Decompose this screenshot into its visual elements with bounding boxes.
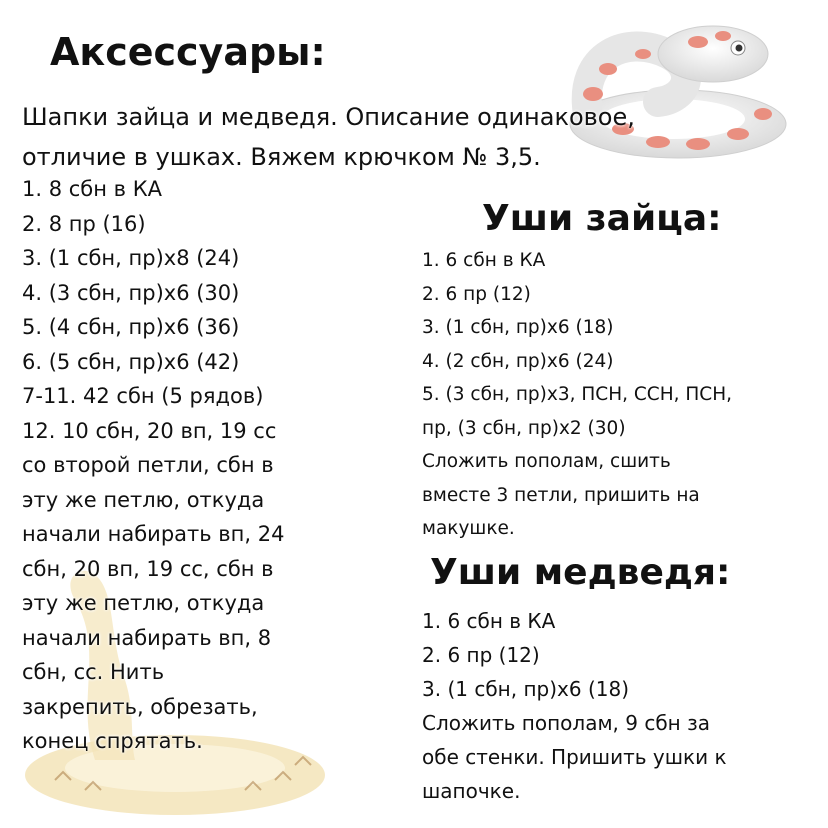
page-title: Аксессуары: — [50, 30, 326, 74]
hare-step: макушке. — [422, 518, 515, 539]
hare-step: Сложить пополам, сшить — [422, 451, 671, 472]
hat-step: 3. (1 сбн, пр)х8 (24) — [22, 246, 240, 270]
hare-step: 5. (3 сбн, пр)х3, ПСН, ССН, ПСН, — [422, 384, 733, 405]
hare-step: 4. (2 сбн, пр)х6 (24) — [422, 350, 614, 372]
hat-step: сбн, 20 вп, 19 сс, сбн в — [22, 556, 274, 581]
hat-step: 12. 10 сбн, 20 вп, 19 сс — [22, 418, 277, 443]
bear-ears-instructions — [422, 604, 812, 808]
hat-step: 1. 8 сбн в КА — [22, 177, 162, 201]
intro-line: отличие в ушках. Вяжем крючком № 3,5. — [22, 143, 541, 171]
bear-step: обе стенки. Пришить ушки к — [422, 745, 727, 769]
hat-step: эту же петлю, откуда — [22, 591, 265, 615]
hat-step: эту же петлю, откуда — [22, 487, 265, 512]
hat-step: со второй петли, сбн в — [22, 453, 274, 477]
bear-step: 3. (1 сбн, пр)х6 (18) — [422, 677, 629, 701]
intro-text — [22, 97, 722, 177]
hat-step: конец спрятать. — [22, 729, 203, 753]
hare-step: 1. 6 сбн в КА — [422, 250, 546, 271]
bear-step: шапочке. — [422, 779, 521, 803]
bear-ears-heading: Уши медведя: — [430, 552, 731, 593]
hare-step: вместе 3 петли, пришить на — [422, 484, 700, 506]
hat-step: сбн, сс. Нить — [22, 660, 165, 684]
hat-step: начали набирать вп, 24 — [22, 522, 285, 546]
intro-line: Шапки зайца и медведя. Описание одинаковое, — [22, 103, 635, 131]
hare-ears-heading: Уши зайца: — [482, 198, 722, 239]
hat-step: 2. 8 пр (16) — [22, 211, 146, 236]
hare-step: пр, (3 сбн, пр)х2 (30) — [422, 417, 626, 439]
hat-step: 4. (3 сбн, пр)х6 (30) — [22, 280, 240, 305]
bear-step: 2. 6 пр (12) — [422, 643, 540, 667]
hare-step: 2. 6 пр (12) — [422, 283, 531, 305]
hare-ears-instructions — [422, 244, 812, 546]
bear-step: 1. 6 сбн в КА — [422, 609, 556, 633]
hat-step: 6. (5 сбн, пр)х6 (42) — [22, 349, 240, 374]
hat-step: начали набирать вп, 8 — [22, 625, 272, 650]
hat-step: 5. (4 сбн, пр)х6 (36) — [22, 315, 240, 339]
hat-step: 7-11. 42 сбн (5 рядов) — [22, 384, 264, 408]
hare-step: 3. (1 сбн, пр)х6 (18) — [422, 317, 614, 338]
hat-instructions — [22, 172, 372, 759]
bear-step: Сложить пополам, 9 сбн за — [422, 711, 710, 735]
hat-step: закрепить, обрезать, — [22, 694, 258, 719]
